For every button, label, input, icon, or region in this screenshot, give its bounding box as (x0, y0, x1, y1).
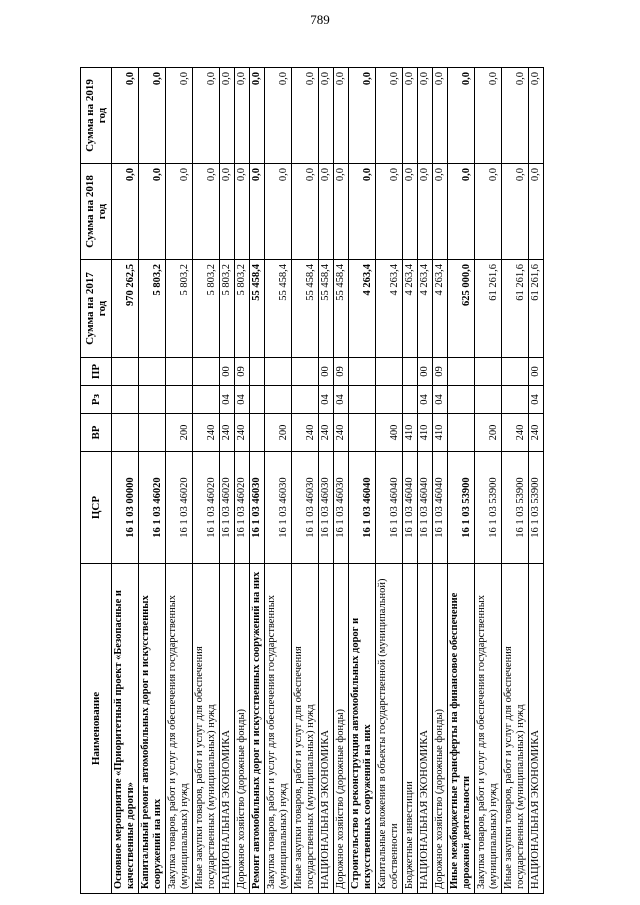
cell-pr: 09 (334, 358, 349, 386)
cell-sum-2019: 0,0 (265, 68, 292, 164)
cell-rz: 04 (220, 386, 235, 414)
cell-name: Иные закупки товаров, работ и услуг для обеспечения государственных (муниципальных) нужд (193, 564, 220, 894)
cell-csr: 16 1 03 46030 (319, 452, 334, 564)
cell-rz: 04 (235, 386, 250, 414)
cell-csr: 16 1 03 46030 (265, 452, 292, 564)
cell-pr (250, 358, 265, 386)
cell-vr: 410 (433, 414, 448, 452)
cell-vr: 200 (265, 414, 292, 452)
cell-sum-2017: 5 803,2 (166, 260, 193, 358)
cell-name: Основное мероприятие «Приоритетный проект «Безопасные и качественные дороги» (112, 564, 139, 894)
cell-name: Закупка товаров, работ и услуг для обеспечения государственных (муниципальных) нужд (475, 564, 502, 894)
cell-vr: 410 (403, 414, 418, 452)
cell-sum-2019: 0,0 (292, 68, 319, 164)
page-number: 789 (310, 12, 330, 27)
cell-csr: 16 1 03 53900 (529, 452, 544, 564)
budget-table (80, 67, 544, 894)
cell-rz (139, 386, 166, 414)
cell-csr: 16 1 03 46030 (292, 452, 319, 564)
cell-csr: 16 1 03 46020 (235, 452, 250, 564)
cell-vr: 200 (475, 414, 502, 452)
table-row (193, 68, 220, 894)
cell-name: Строительство и реконструкция автомобильных дорог и искусственных сооружений на них (349, 564, 376, 894)
cell-sum-2017: 55 458,4 (265, 260, 292, 358)
cell-vr: 240 (193, 414, 220, 452)
cell-sum-2017: 5 803,2 (193, 260, 220, 358)
cell-sum-2017: 4 263,4 (376, 260, 403, 358)
cell-sum-2018: 0,0 (250, 164, 265, 260)
cell-name: НАЦИОНАЛЬНАЯ ЭКОНОМИКА (529, 564, 544, 894)
cell-name: Закупка товаров, работ и услуг для обеспечения государственных (муниципальных) нужд (265, 564, 292, 894)
cell-pr (475, 358, 502, 386)
cell-sum-2019: 0,0 (418, 68, 433, 164)
cell-sum-2019: 0,0 (235, 68, 250, 164)
cell-rz: 04 (433, 386, 448, 414)
rotated-table-frame (80, 68, 600, 894)
table-body (112, 68, 544, 894)
cell-rz (265, 386, 292, 414)
cell-csr: 16 1 03 46030 (250, 452, 265, 564)
cell-sum-2018: 0,0 (193, 164, 220, 260)
cell-sum-2018: 0,0 (112, 164, 139, 260)
table-row (139, 68, 166, 894)
cell-csr: 16 1 03 00000 (112, 452, 139, 564)
cell-rz (112, 386, 139, 414)
cell-vr: 240 (220, 414, 235, 452)
header-csr: ЦСР (81, 452, 112, 564)
cell-rz (475, 386, 502, 414)
cell-sum-2017: 5 803,2 (220, 260, 235, 358)
cell-sum-2018: 0,0 (475, 164, 502, 260)
table-row (265, 68, 292, 894)
table-row (112, 68, 139, 894)
cell-sum-2019: 0,0 (433, 68, 448, 164)
cell-csr: 16 1 03 46040 (376, 452, 403, 564)
cell-vr: 240 (529, 414, 544, 452)
cell-name: Дорожное хозяйство (дорожные фонды) (334, 564, 349, 894)
table-row (250, 68, 265, 894)
cell-name: Ремонт автомобильных дорог и искусственных сооружений на них (250, 564, 265, 894)
cell-csr: 16 1 03 46040 (418, 452, 433, 564)
table-row (418, 68, 433, 894)
cell-pr (376, 358, 403, 386)
cell-pr (265, 358, 292, 386)
cell-sum-2018: 0,0 (433, 164, 448, 260)
cell-pr (403, 358, 418, 386)
cell-sum-2018: 0,0 (349, 164, 376, 260)
cell-sum-2017: 55 458,4 (250, 260, 265, 358)
cell-vr (349, 414, 376, 452)
cell-pr (139, 358, 166, 386)
cell-pr (502, 358, 529, 386)
cell-sum-2018: 0,0 (166, 164, 193, 260)
cell-rz (376, 386, 403, 414)
cell-csr: 16 1 03 53900 (475, 452, 502, 564)
table-row (319, 68, 334, 894)
cell-csr: 16 1 03 46020 (193, 452, 220, 564)
cell-vr: 200 (166, 414, 193, 452)
cell-vr: 240 (334, 414, 349, 452)
cell-pr: 00 (220, 358, 235, 386)
cell-rz: 04 (418, 386, 433, 414)
cell-vr: 240 (235, 414, 250, 452)
cell-rz (193, 386, 220, 414)
cell-csr: 16 1 03 46040 (433, 452, 448, 564)
cell-name: Иные межбюджетные трансферты на финансовое обеспечение дорожной деятельности (448, 564, 475, 894)
cell-rz: 04 (334, 386, 349, 414)
cell-csr: 16 1 03 53900 (502, 452, 529, 564)
cell-sum-2019: 0,0 (112, 68, 139, 164)
table-row (235, 68, 250, 894)
table-row (529, 68, 544, 894)
cell-sum-2019: 0,0 (319, 68, 334, 164)
cell-name: НАЦИОНАЛЬНАЯ ЭКОНОМИКА (220, 564, 235, 894)
cell-sum-2017: 970 262,5 (112, 260, 139, 358)
cell-vr: 400 (376, 414, 403, 452)
cell-rz (292, 386, 319, 414)
cell-csr: 16 1 03 46020 (220, 452, 235, 564)
cell-vr (112, 414, 139, 452)
cell-name: Капитальные вложения в объекты государственной (муниципальной) собственности (376, 564, 403, 894)
cell-vr (448, 414, 475, 452)
table-row (349, 68, 376, 894)
cell-sum-2019: 0,0 (529, 68, 544, 164)
header-sum-2017: Сумма на 2017 год (81, 260, 112, 358)
cell-sum-2017: 55 458,4 (334, 260, 349, 358)
cell-vr (250, 414, 265, 452)
header-pr: ПР (81, 358, 112, 386)
cell-sum-2018: 0,0 (502, 164, 529, 260)
cell-name: Иные закупки товаров, работ и услуг для обеспечения государственных (муниципальных) нужд (292, 564, 319, 894)
cell-sum-2019: 0,0 (349, 68, 376, 164)
cell-sum-2019: 0,0 (139, 68, 166, 164)
table-row (433, 68, 448, 894)
cell-name: НАЦИОНАЛЬНАЯ ЭКОНОМИКА (418, 564, 433, 894)
table-row (220, 68, 235, 894)
cell-name: НАЦИОНАЛЬНАЯ ЭКОНОМИКА (319, 564, 334, 894)
cell-sum-2018: 0,0 (403, 164, 418, 260)
cell-sum-2018: 0,0 (334, 164, 349, 260)
cell-csr: 16 1 03 46040 (349, 452, 376, 564)
cell-vr: 240 (319, 414, 334, 452)
cell-sum-2019: 0,0 (166, 68, 193, 164)
table-row (292, 68, 319, 894)
table-row (166, 68, 193, 894)
table-row (403, 68, 418, 894)
cell-sum-2018: 0,0 (319, 164, 334, 260)
cell-pr (166, 358, 193, 386)
cell-sum-2017: 625 000,0 (448, 260, 475, 358)
cell-sum-2019: 0,0 (193, 68, 220, 164)
cell-pr (193, 358, 220, 386)
table-row (334, 68, 349, 894)
cell-csr: 16 1 03 46020 (166, 452, 193, 564)
cell-rz (403, 386, 418, 414)
cell-name: Дорожное хозяйство (дорожные фонды) (433, 564, 448, 894)
cell-name: Закупка товаров, работ и услуг для обеспечения государственных (муниципальных) нужд (166, 564, 193, 894)
cell-pr (292, 358, 319, 386)
cell-sum-2018: 0,0 (235, 164, 250, 260)
header-vr: ВР (81, 414, 112, 452)
cell-sum-2017: 4 263,4 (418, 260, 433, 358)
cell-sum-2018: 0,0 (418, 164, 433, 260)
cell-sum-2017: 55 458,4 (292, 260, 319, 358)
cell-vr (139, 414, 166, 452)
cell-rz (349, 386, 376, 414)
cell-pr: 09 (235, 358, 250, 386)
cell-name: Дорожное хозяйство (дорожные фонды) (235, 564, 250, 894)
cell-sum-2017: 5 803,2 (139, 260, 166, 358)
cell-rz: 04 (529, 386, 544, 414)
cell-pr: 00 (418, 358, 433, 386)
cell-sum-2018: 0,0 (265, 164, 292, 260)
table-row (502, 68, 529, 894)
cell-sum-2017: 4 263,4 (433, 260, 448, 358)
cell-pr: 00 (529, 358, 544, 386)
cell-rz (250, 386, 265, 414)
cell-sum-2019: 0,0 (376, 68, 403, 164)
cell-sum-2017: 61 261,6 (502, 260, 529, 358)
cell-name: Бюджетные инвестиции (403, 564, 418, 894)
cell-sum-2018: 0,0 (529, 164, 544, 260)
cell-csr: 16 1 03 46030 (334, 452, 349, 564)
cell-sum-2018: 0,0 (292, 164, 319, 260)
cell-sum-2019: 0,0 (502, 68, 529, 164)
cell-sum-2019: 0,0 (403, 68, 418, 164)
cell-sum-2018: 0,0 (220, 164, 235, 260)
cell-pr (349, 358, 376, 386)
cell-pr: 09 (433, 358, 448, 386)
cell-sum-2019: 0,0 (475, 68, 502, 164)
cell-csr: 16 1 03 46020 (139, 452, 166, 564)
cell-pr (448, 358, 475, 386)
cell-sum-2017: 5 803,2 (235, 260, 250, 358)
header-rz: Рз (81, 386, 112, 414)
cell-sum-2018: 0,0 (376, 164, 403, 260)
cell-sum-2018: 0,0 (139, 164, 166, 260)
cell-csr: 16 1 03 53900 (448, 452, 475, 564)
cell-sum-2019: 0,0 (334, 68, 349, 164)
cell-sum-2017: 61 261,6 (475, 260, 502, 358)
cell-sum-2019: 0,0 (448, 68, 475, 164)
table-header-row (81, 68, 112, 894)
cell-vr: 240 (502, 414, 529, 452)
cell-name: Капитальный ремонт автомобильных дорог и искусственных сооружений на них (139, 564, 166, 894)
cell-rz (448, 386, 475, 414)
header-sum-2019: Сумма на 2019 год (81, 68, 112, 164)
cell-rz (502, 386, 529, 414)
cell-pr (112, 358, 139, 386)
table-row (376, 68, 403, 894)
cell-sum-2017: 4 263,4 (403, 260, 418, 358)
cell-sum-2019: 0,0 (220, 68, 235, 164)
cell-rz: 04 (319, 386, 334, 414)
cell-rz (166, 386, 193, 414)
cell-sum-2017: 61 261,6 (529, 260, 544, 358)
cell-sum-2019: 0,0 (250, 68, 265, 164)
cell-sum-2018: 0,0 (448, 164, 475, 260)
cell-sum-2017: 4 263,4 (349, 260, 376, 358)
cell-vr: 410 (418, 414, 433, 452)
cell-csr: 16 1 03 46040 (403, 452, 418, 564)
table-row (448, 68, 475, 894)
cell-sum-2017: 55 458,4 (319, 260, 334, 358)
cell-vr: 240 (292, 414, 319, 452)
header-name: Наименование (81, 564, 112, 894)
header-sum-2018: Сумма на 2018 год (81, 164, 112, 260)
cell-name: Иные закупки товаров, работ и услуг для обеспечения государственных (муниципальных) нужд (502, 564, 529, 894)
cell-pr: 00 (319, 358, 334, 386)
table-row (475, 68, 502, 894)
rotated-table-container (80, 68, 600, 894)
